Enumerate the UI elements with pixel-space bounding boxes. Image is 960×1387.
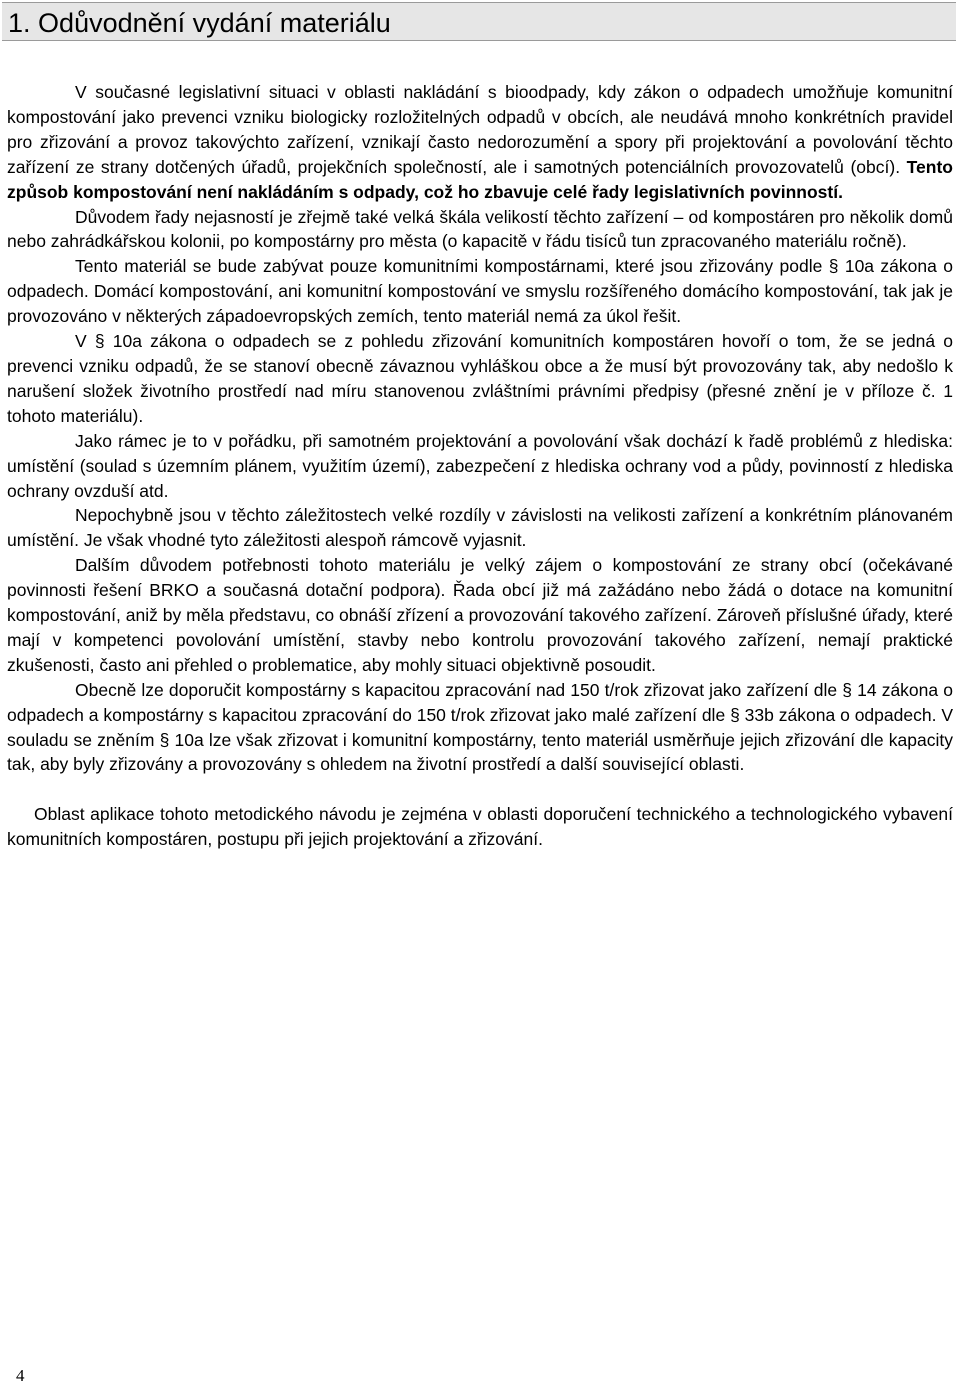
paragraph-6: Nepochybně jsou v těchto záležitostech velké rozdíly v závislosti na velikosti zařízení a konkrétním plánovaném umístění. Je však vhodné tyto záležitosti alespoň rámcově vyjasnit.: [7, 505, 953, 551]
section-heading-text: [8, 8, 391, 38]
paragraph-1-text: V současné legislativní situaci v oblasti nakládání s bioodpady, kdy zákon o odpadech umožňuje komunitní kompostování jako prevenci vzniku biologicky rozložitelných odpadů v obcích, ale neudává mnoho konkrétních pravidel pro zřizování a provoz takovýchto zařízení, vznikají často nedorozumění a spory při projektování a povolování těchto zařízení ze strany dotčených úřadů, projekčních společností, ale i samotných potenciálních provozovatelů (obcí).: [7, 82, 953, 177]
document-body: [7, 80, 953, 852]
paragraph-8: Obecně lze doporučit kompostárny s kapacitou zpracování nad 150 t/rok zřizovat jako zařízení dle § 14 zákona o odpadech a kompostárny s kapacitou zpracování do 150 t/rok zřizovat jako malé zařízení dle § 33b zákona o odpadech. V souladu se zněním § 10a lze však zřizovat i komunitní kompostárny, tento materiál usměrňuje jejich zřizování dle kapacity tak, aby byly zřizovány a provozovány s ohledem na životní prostředí a další související oblasti.: [7, 679, 953, 775]
paragraph-7: Dalším důvodem potřebnosti tohoto materiálu je velký zájem o kompostování ze strany obcí (očekávané povinnosti řešení BRKO a současná dotační podpora). Řada obcí již má zažádáno nebo žádá o dotace na komunitní kompostování, aniž by měla představu, co obnáší zřízení a provozování takového zařízení. Zároveň příslušné úřady, které mají v kompetenci povolování umístění, stavby nebo kontrolu provozování takového zařízení, nemají praktické zkušenosti, často ani přehled o problematice, aby mohly situaci objektivně posoudit.: [7, 555, 953, 675]
page-number: 4: [16, 1366, 25, 1385]
paragraph-2: Důvodem řady nejasností je zřejmě také velká škála velikostí těchto zařízení – od kompostáren pro několik domů nebo zahrádkářskou kolonii, po kompostárny pro města (o kapacitě v řádu tisíců tun zpracovaného materiálu ročně).: [7, 206, 953, 252]
paragraph-4: V § 10a zákona o odpadech se z pohledu zřizování komunitních kompostáren hovoří o tom, že se jedná o prevenci vzniku odpadů, že se stanoví obecně závaznou vyhláškou obce a že musí být provozovány tak, aby nedošlo k narušení složek životního prostředí nad míru stanovenou zvláštními právními předpisy (přesné znění je v příloze č. 1 tohoto materiálu).: [7, 331, 953, 426]
section-heading: [2, 2, 956, 41]
section-number: 1.: [8, 8, 31, 38]
paragraph-9: Oblast aplikace tohoto metodického návodu je zejména v oblasti doporučení technického a technologického vybavení komunitních kompostáren, postupu při jejich projektování a zřizování.: [7, 804, 953, 850]
section-title: Odůvodnění vydání materiálu: [38, 8, 391, 38]
paragraph-1-bold-text: Tento způsob kompostování není nakládáním s odpady, což ho zbavuje celé řady legislativních povinností.: [7, 156, 953, 202]
paragraph-1: [7, 80, 953, 205]
paragraph-3: Tento materiál se bude zabývat pouze komunitními kompostárnami, které jsou zřizovány podle § 10a zákona o odpadech. Domácí kompostování, ani komunitní kompostování ve smyslu rozšířeného domácího kompostování, tak jak je provozováno v některých západoevropských zemích, tento materiál nemá za úkol řešit.: [7, 256, 953, 327]
paragraph-5: Jako rámec je to v pořádku, při samotném projektování a povolování však dochází k řadě problémů z hlediska: umístění (soulad s územním plánem, využitím území), zabezpečení z hlediska ochrany vod a půdy, povinností z hlediska ochrany ovzduší atd.: [7, 430, 953, 501]
